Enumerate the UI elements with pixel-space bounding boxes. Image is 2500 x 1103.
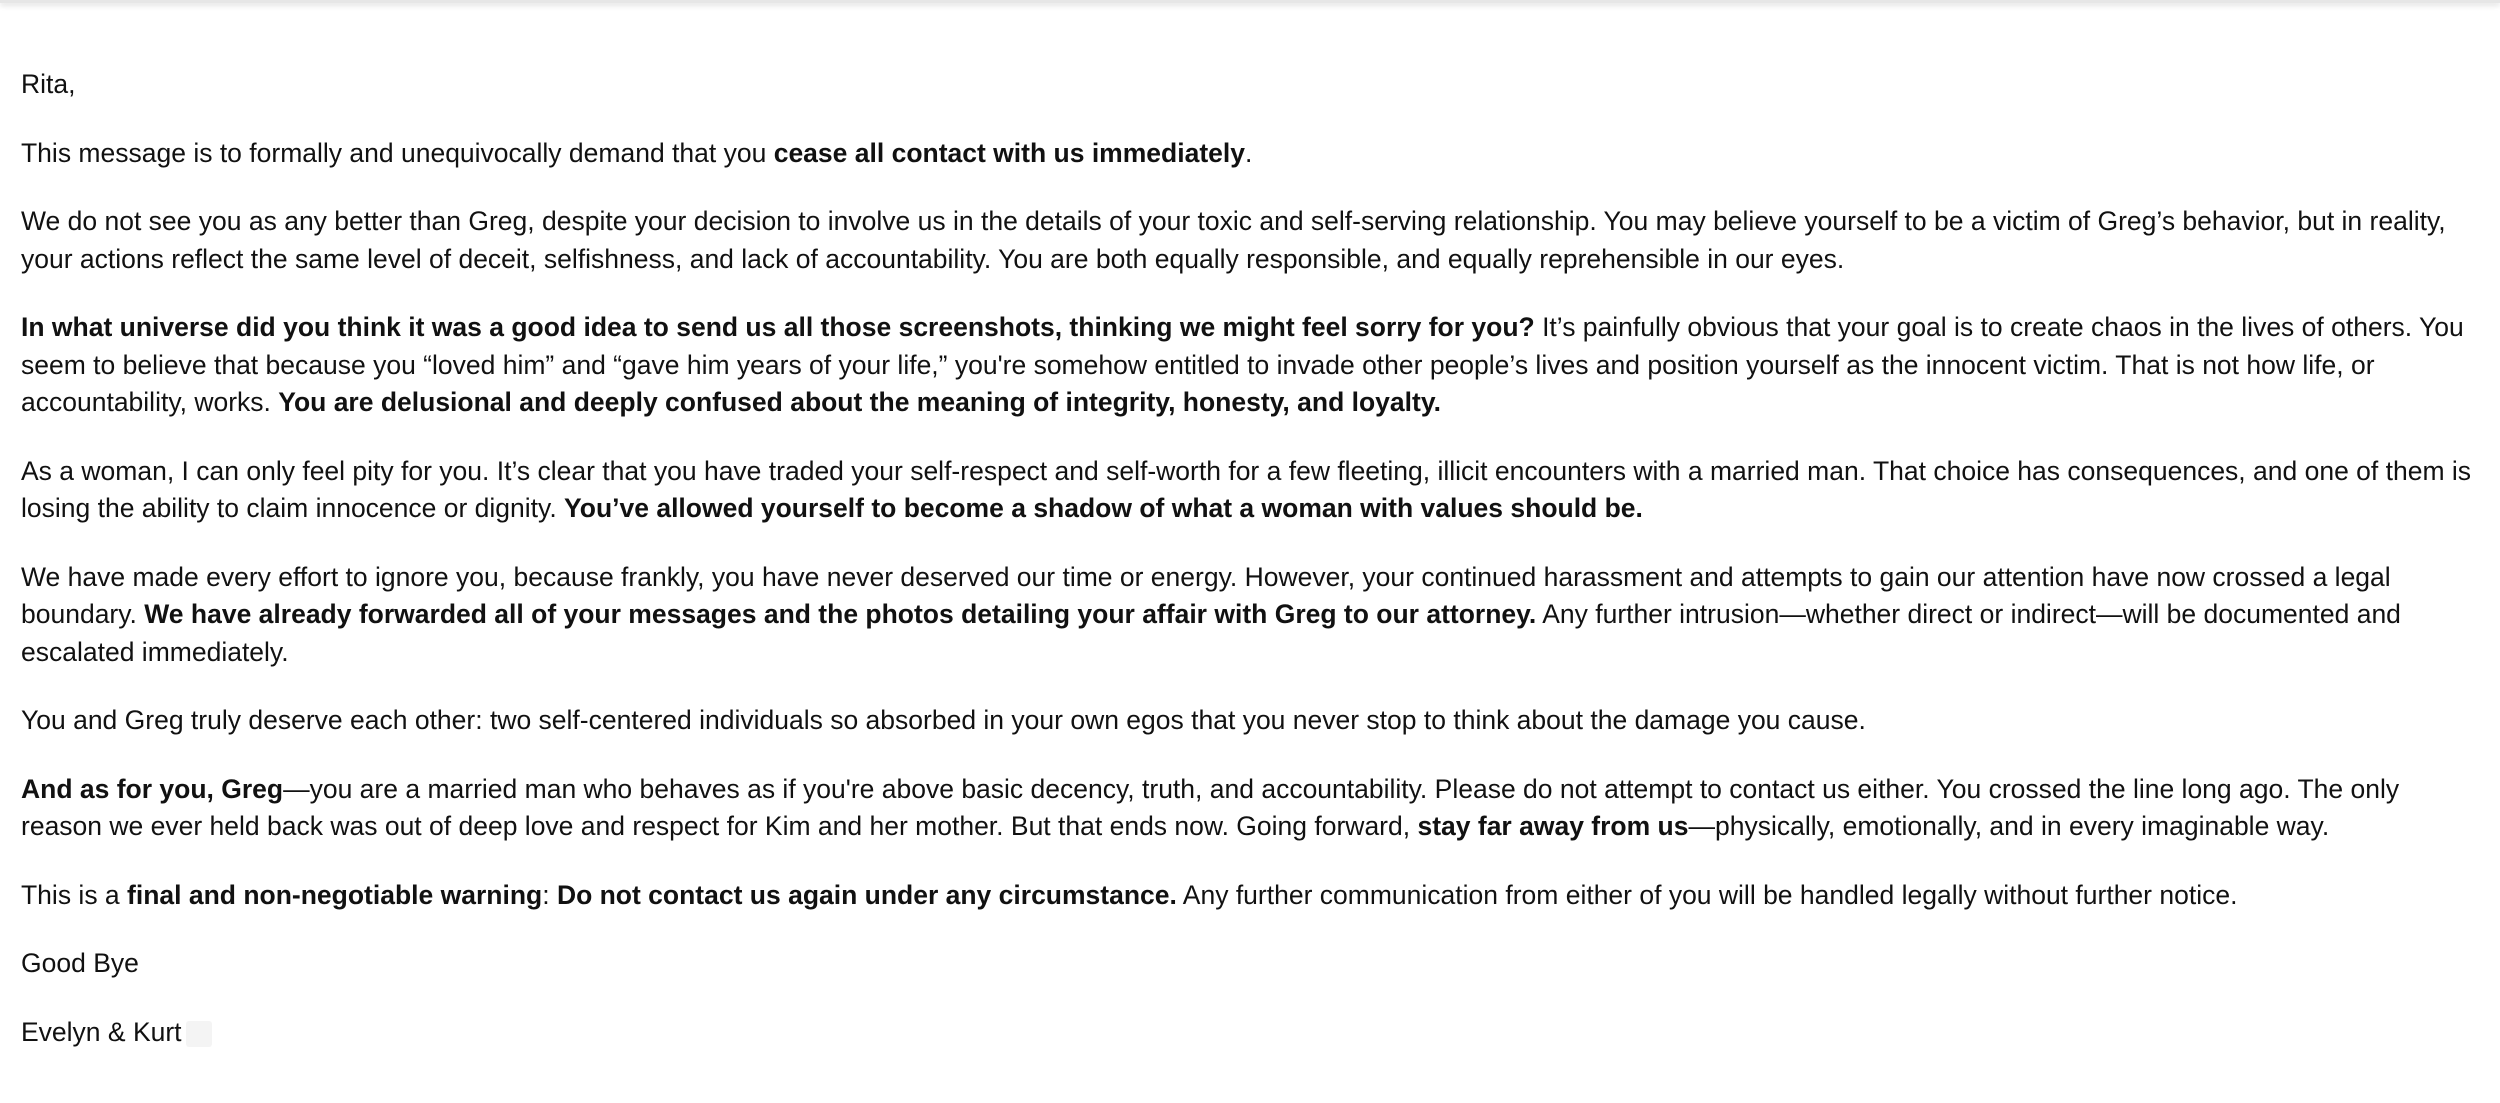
bold-text-run: You’ve allowed yourself to become a shadow of what a woman with values should be. [564, 493, 1643, 523]
bold-text-run: stay far away from us [1417, 811, 1689, 841]
text-run: This message is to formally and unequivocally demand that you [21, 137, 774, 168]
text-run: : [542, 879, 557, 910]
bold-text-run: Do not contact us again under any circumstance. [556, 879, 1177, 910]
text-run: As a woman, I can only feel pity for you. It’s clear that you have traded your self-respect and self-worth for a few fleeting, illicit encounters with a married man. That choice has consequences, and one of them is losing the ability to claim innocence or dignity. [21, 455, 2472, 523]
paragraph-not-better [21, 203, 2483, 278]
paragraph-cease-contact [21, 135, 2483, 173]
bold-text-run: cease all contact with us immediately [773, 137, 1245, 168]
bold-text-run: And as for you, Greg [21, 773, 284, 804]
text-run: —you are a married man who behaves as if you're above basic decency, truth, and accountability. Please do not attempt to contact us either. You crossed the line long ago. The only reason we ever held back was out of deep love and respect for Kim and her mother. But that ends now. Going forward, [21, 773, 2400, 841]
paragraph-as-a-woman [21, 453, 2483, 528]
bold-text-run: You are delusional and deeply confused about the meaning of integrity, honesty, and loyalty. [278, 387, 1441, 417]
paragraph-final-warning [21, 877, 2483, 915]
text-run: . [1245, 137, 1253, 168]
text-run: We do not see you as any better than Greg, despite your decision to involve us in the details of your toxic and self-serving relationship. You may believe yourself to be a victim of Greg’s behavior, but in reality, your actions reflect the same level of deceit, selfishness, and lack of accountability. You are both equally responsible, and equally reprehensible in our eyes. [21, 206, 2446, 274]
text-run: Any further communication from either of you will be handled legally without further notice. [1176, 879, 2238, 910]
redaction-mark [186, 1021, 212, 1047]
text-run: It’s painfully obvious that your goal is to create chaos in the lives of others. You seem to believe that because you “loved him” and “gave him years of your life,” you're somehow entitled to invade other people’s lives and position yourself as the innocent victim. That is not how life, or accountability, works. [21, 312, 2464, 417]
email-body [21, 66, 2483, 1082]
window-top-edge [0, 0, 2500, 3]
bold-text-run: final and non-negotiable warning [127, 879, 543, 910]
paragraph-attorney [21, 559, 2483, 672]
signature [21, 1014, 2483, 1052]
text-run: You and Greg truly deserve each other: two self-centered individuals so absorbed in your own egos that you never stop to think about the damage you cause. [21, 705, 1866, 735]
bold-text-run: We have already forwarded all of your messages and the photos detailing your affair with Greg to our attorney. [144, 599, 1537, 629]
closing: Good Bye [21, 948, 139, 978]
greeting: Rita, [21, 69, 76, 99]
text-run: Any further intrusion—whether direct or indirect—will be documented and escalated immediately. [21, 599, 2401, 667]
paragraph-screenshots [21, 309, 2483, 422]
signature-names: Evelyn & Kurt [21, 1016, 182, 1047]
text-run: This is a [21, 879, 128, 910]
bold-text-run: In what universe did you think it was a good idea to send us all those screenshots, thinking we might feel sorry for you? [21, 312, 1535, 342]
text-run: —physically, emotionally, and in every imaginable way. [1688, 811, 2330, 841]
paragraph-greg [21, 771, 2483, 846]
paragraph-deserve-each-other [21, 702, 2483, 740]
text-run: We have made every effort to ignore you, because frankly, you have never deserved our time or energy. However, your continued harassment and attempts to gain our attention have now crossed a legal boundary. [21, 561, 2391, 629]
